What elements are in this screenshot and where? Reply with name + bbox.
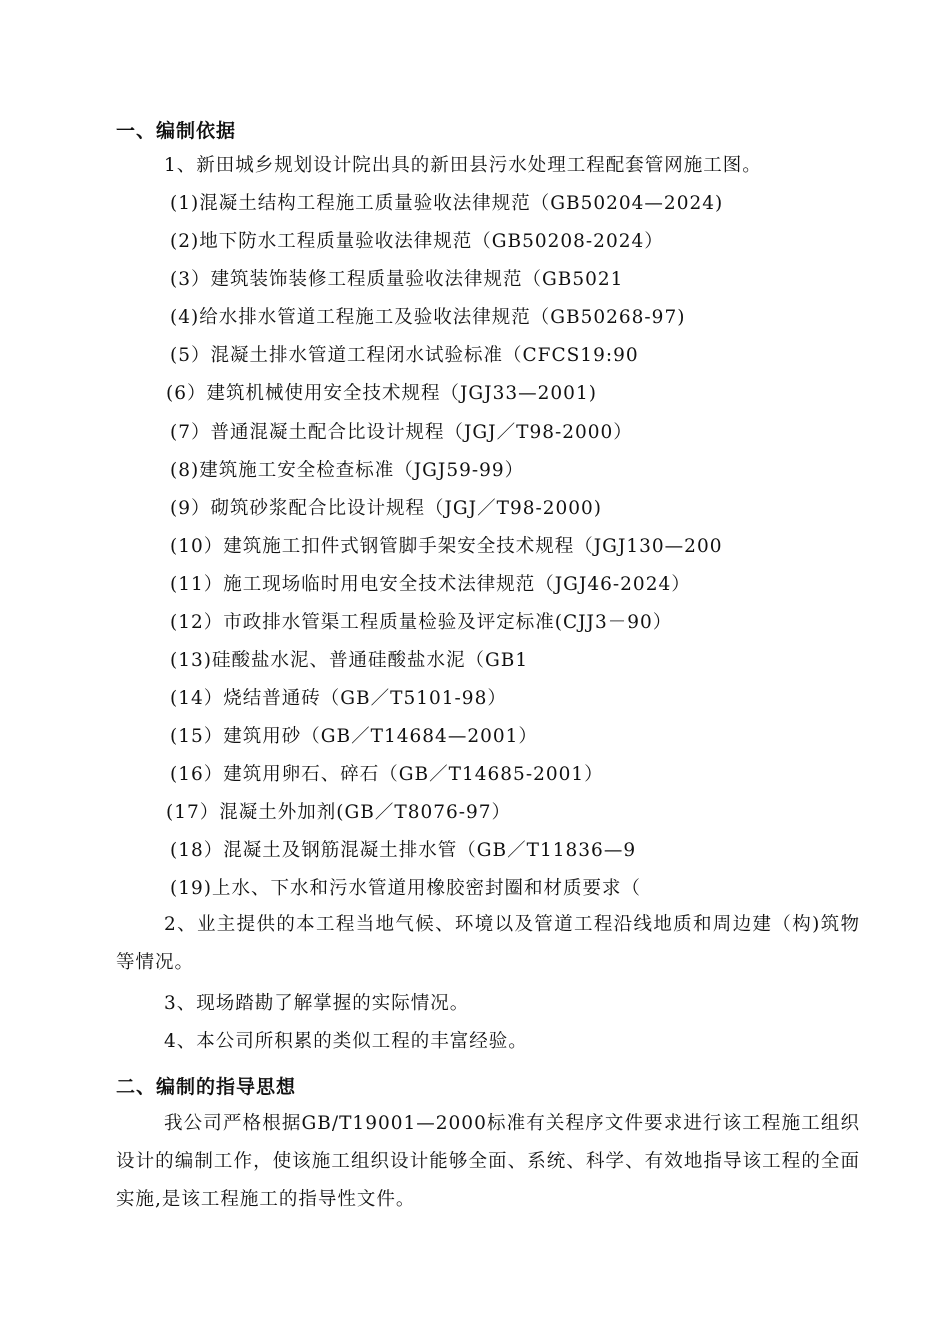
standard-item: (7）普通混凝土配合比设计规程（JGJ／T98-2000） xyxy=(170,422,633,443)
basis-item-3: 3、现场踏勘了解掌握的实际情况。 xyxy=(164,993,470,1014)
basis-item-4: 4、本公司所积累的类似工程的丰富经验。 xyxy=(164,1031,528,1052)
standard-item: (15）建筑用砂（GB／T14684—2001） xyxy=(170,726,538,747)
standard-item: (2)地下防水工程质量验收法律规范（GB50208-2024） xyxy=(170,231,664,252)
standard-item: (4)给水排水管道工程施工及验收法律规范（GB50268-97) xyxy=(170,307,686,328)
standard-item: (17）混凝土外加剂(GB／T8076-97） xyxy=(166,802,512,823)
standard-item: (3）建筑装饰装修工程质量验收法律规范（GB5021 xyxy=(170,269,624,290)
standard-item: (13)硅酸盐水泥、普通硅酸盐水泥（GB1 xyxy=(170,650,529,671)
standard-item: (11）施工现场临时用电安全技术法律规范（JGJ46-2024） xyxy=(170,574,691,595)
standard-item: (9）砌筑砂浆配合比设计规程（JGJ／T98-2000) xyxy=(170,498,603,519)
standard-item: (16）建筑用卵石、碎石（GB／T14685-2001） xyxy=(170,764,604,785)
guiding-ideas-paragraph: 我公司严格根据GB/T19001—2000标准有关程序文件要求进行该工程施工组织设计的编制工作，使该施工组织设计能够全面、系统、科学、有效地指导该工程的全面实施,是该工程施工的指导性文件。 xyxy=(116,1113,860,1210)
standard-item: (19)上水、下水和污水管道用橡胶密封圈和材质要求（ xyxy=(170,878,641,899)
standard-item: (10）建筑施工扣件式钢管脚手架安全技术规程（JGJ130—200 xyxy=(170,536,723,557)
standard-item: (12）市政排水管渠工程质量检验及评定标准(CJJ3－90） xyxy=(170,612,673,633)
standard-item: (5）混凝土排水管道工程闭水试验标准（CFCS19:90 xyxy=(170,345,639,366)
standard-item: (1)混凝土结构工程施工质量验收法律规范（GB50204—2024) xyxy=(170,193,724,214)
standard-item: (14）烧结普通砖（GB／T5101-98） xyxy=(170,688,507,709)
standard-item: (18）混凝土及钢筋混凝土排水管（GB／T11836—9 xyxy=(170,840,637,861)
basis-item-2: 2、业主提供的本工程当地气候、环境以及管道工程沿线地质和周边建（构)筑物等情况。 xyxy=(116,914,860,973)
section-heading-basis: 一、编制依据 xyxy=(116,120,237,142)
section-heading-guiding-ideas: 二、编制的指导思想 xyxy=(116,1076,297,1098)
basis-item-1: 1、新田城乡规划设计院出具的新田县污水处理工程配套管网施工图。 xyxy=(164,155,762,176)
standard-item: (8)建筑施工安全检查标准（JGJ59-99） xyxy=(170,460,525,481)
standard-item: (6）建筑机械使用安全技术规程（JGJ33—2001) xyxy=(166,383,597,404)
